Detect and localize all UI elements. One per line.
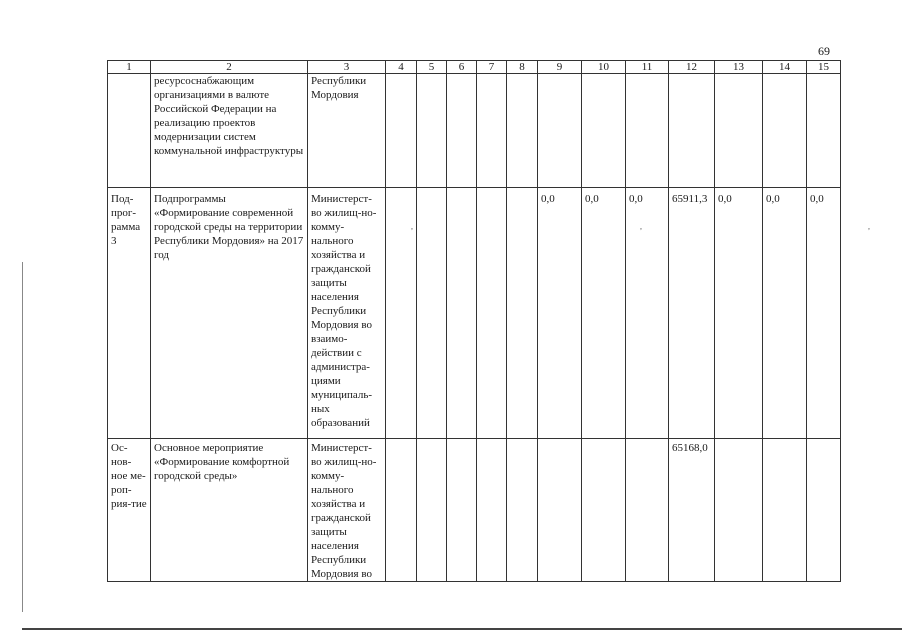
scan-speck: , — [868, 222, 870, 231]
value-cell — [763, 439, 807, 582]
empty-cell — [447, 439, 477, 582]
row-code-cell — [108, 74, 151, 188]
value-cell: 0,0 — [807, 188, 841, 439]
value-cell: 0,0 — [763, 188, 807, 439]
table-row — [108, 74, 841, 188]
column-header: 11 — [626, 61, 669, 74]
column-header: 3 — [308, 61, 386, 74]
value-cell — [538, 74, 582, 188]
value-cell — [715, 74, 763, 188]
value-cell: 65911,3 — [669, 188, 715, 439]
value-cell: 0,0 — [715, 188, 763, 439]
empty-cell — [477, 188, 507, 439]
column-header: 8 — [507, 61, 538, 74]
table-header-row — [108, 61, 841, 74]
scan-speck: , — [640, 222, 642, 231]
column-header: 2 — [151, 61, 308, 74]
row-executor-cell: Министерст-во жилищ-но-комму-нального хозяйства и гражданской защиты населения Республики Мордовия во взаимо-действии с администра-циями муниципаль-ных образований — [308, 188, 386, 439]
value-cell — [582, 74, 626, 188]
column-header: 7 — [477, 61, 507, 74]
empty-cell — [417, 188, 447, 439]
value-cell — [763, 74, 807, 188]
row-executor-cell: Республики Мордовия — [308, 74, 386, 188]
empty-cell — [386, 439, 417, 582]
value-cell: 0,0 — [626, 188, 669, 439]
program-table — [107, 60, 841, 582]
empty-cell — [507, 188, 538, 439]
column-header: 10 — [582, 61, 626, 74]
column-header: 13 — [715, 61, 763, 74]
column-header: 4 — [386, 61, 417, 74]
empty-cell — [507, 439, 538, 582]
value-cell — [715, 439, 763, 582]
scan-speck: , — [411, 222, 413, 231]
row-code-cell: Под-прог-рамма 3 — [108, 188, 151, 439]
column-header: 14 — [763, 61, 807, 74]
column-header: 6 — [447, 61, 477, 74]
value-cell: 65168,0 — [669, 439, 715, 582]
empty-cell — [447, 188, 477, 439]
empty-cell — [477, 74, 507, 188]
value-cell — [807, 74, 841, 188]
row-executor-cell: Министерст-во жилищ-но-комму-нального хозяйства и гражданской защиты населения Республики Мордовия во — [308, 439, 386, 582]
value-cell — [626, 439, 669, 582]
row-code-cell: Ос-нов-ное ме-роп-рия-тие — [108, 439, 151, 582]
empty-cell — [417, 439, 447, 582]
column-header: 12 — [669, 61, 715, 74]
value-cell — [669, 74, 715, 188]
page-number: 69 — [818, 44, 830, 58]
empty-cell — [447, 74, 477, 188]
table-row — [108, 188, 841, 439]
scan-margin-line — [22, 262, 23, 612]
value-cell: 0,0 — [538, 188, 582, 439]
value-cell — [582, 439, 626, 582]
table-row — [108, 439, 841, 582]
column-header: 9 — [538, 61, 582, 74]
empty-cell — [417, 74, 447, 188]
column-header: 15 — [807, 61, 841, 74]
empty-cell — [507, 74, 538, 188]
column-header: 1 — [108, 61, 151, 74]
empty-cell — [477, 439, 507, 582]
value-cell — [538, 439, 582, 582]
scan-bottom-line — [22, 628, 902, 630]
row-title-cell: Подпрограммы «Формирование современной городской среды на территории Республики Мордовия» на 2017 год — [151, 188, 308, 439]
value-cell: 0,0 — [582, 188, 626, 439]
row-title-cell: ресурсоснабжающим организациями в валюте Российской Федерации на реализацию проектов модернизации систем коммунальной инфраструктуры — [151, 74, 308, 188]
value-cell — [626, 74, 669, 188]
empty-cell — [386, 74, 417, 188]
column-header: 5 — [417, 61, 447, 74]
row-title-cell: Основное мероприятие «Формирование комфортной городской среды» — [151, 439, 308, 582]
value-cell — [807, 439, 841, 582]
